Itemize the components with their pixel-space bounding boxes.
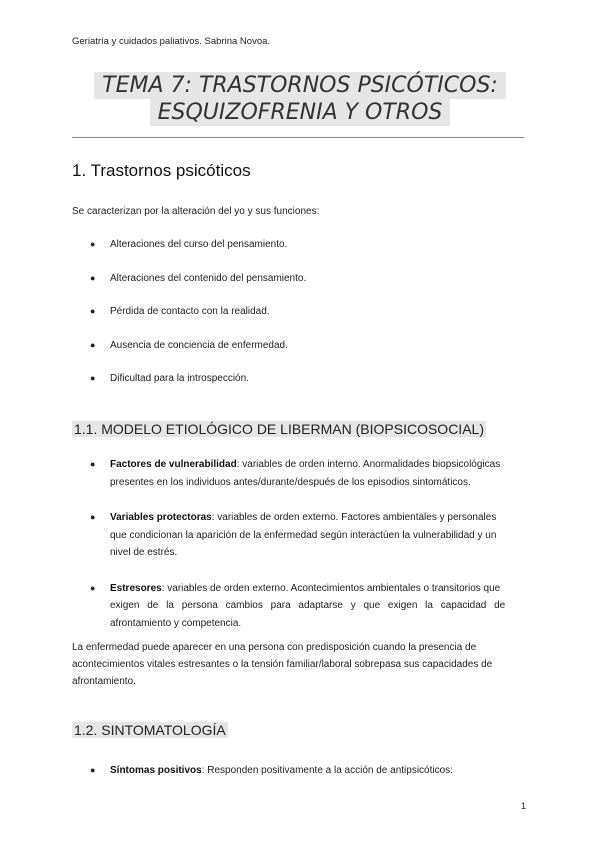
list-item: ● Pérdida de contacto con la realidad.	[90, 306, 270, 317]
list-item: ● Dificultad para la introspección.	[90, 373, 249, 384]
document-title	[0, 72, 600, 126]
list-item: ● Alteraciones del contenido del pensamiento.	[90, 272, 307, 284]
term: Factores de vulnerabilidad	[110, 459, 237, 470]
title-line-2: ESQUIZOFRENIA Y OTROS	[150, 99, 451, 126]
list-item: ● Variables protectoras: variables de orden externo. Factores ambientales y personales que condicionan la aparición de la enfermedad según interactúen la vulnerabilidad y un nivel de estrés.	[90, 512, 497, 558]
section-1-intro: Se caracterizan por la alteración del yo y sus funciones:	[72, 206, 320, 217]
page-number: 1	[521, 801, 527, 811]
section-1-2-heading: 1.2. SINTOMATOLOGÍA	[74, 722, 226, 738]
term: Síntomas positivos	[110, 765, 202, 776]
list-item: ● Alteraciones del curso del pensamiento.	[90, 239, 288, 250]
section-1-2-list	[72, 762, 524, 780]
list-item: ● Factores de vulnerabilidad: variables de orden interno. Anormalidades biopsicológicas presentes en los individuos antes/durante/después de los episodios sintomáticos.	[90, 459, 501, 488]
term: Variables protectoras	[110, 512, 212, 523]
document-header: Geriatría y cuidados paliativos. Sabrina Novoa.	[72, 36, 271, 47]
title-line-1: TEMA 7: TRASTORNOS PSICÓTICOS:	[94, 72, 506, 99]
section-1-list	[72, 236, 524, 388]
section-1-1-heading: 1.1. MODELO ETIOLÓGICO DE LIBERMAN (BIOPSICOSOCIAL)	[74, 421, 484, 437]
section-1-1-list	[72, 456, 524, 632]
title-divider	[72, 137, 524, 138]
list-item: ● Estresores: variables de orden externo. Acontecimientos ambientales o transitorios que exigen de la persona cambios para adaptarse y que exigen la capacidad de afrontamiento y competencia.	[90, 582, 506, 629]
section-1-1-closing: La enfermedad puede aparecer en una persona con predisposición cuando la presencia de acontecimientos vitales estresantes o la tensión familiar/laboral sobrepasa sus capacidades de afrontamiento.	[72, 642, 493, 687]
section-1-heading: 1. Trastornos psicóticos	[72, 161, 251, 180]
term: Estresores	[110, 582, 162, 594]
list-item: ● Ausencia de conciencia de enfermedad.	[90, 339, 288, 351]
list-item: ● Síntomas positivos: Responden positivamente a la acción de antipsicóticos:	[90, 765, 453, 776]
